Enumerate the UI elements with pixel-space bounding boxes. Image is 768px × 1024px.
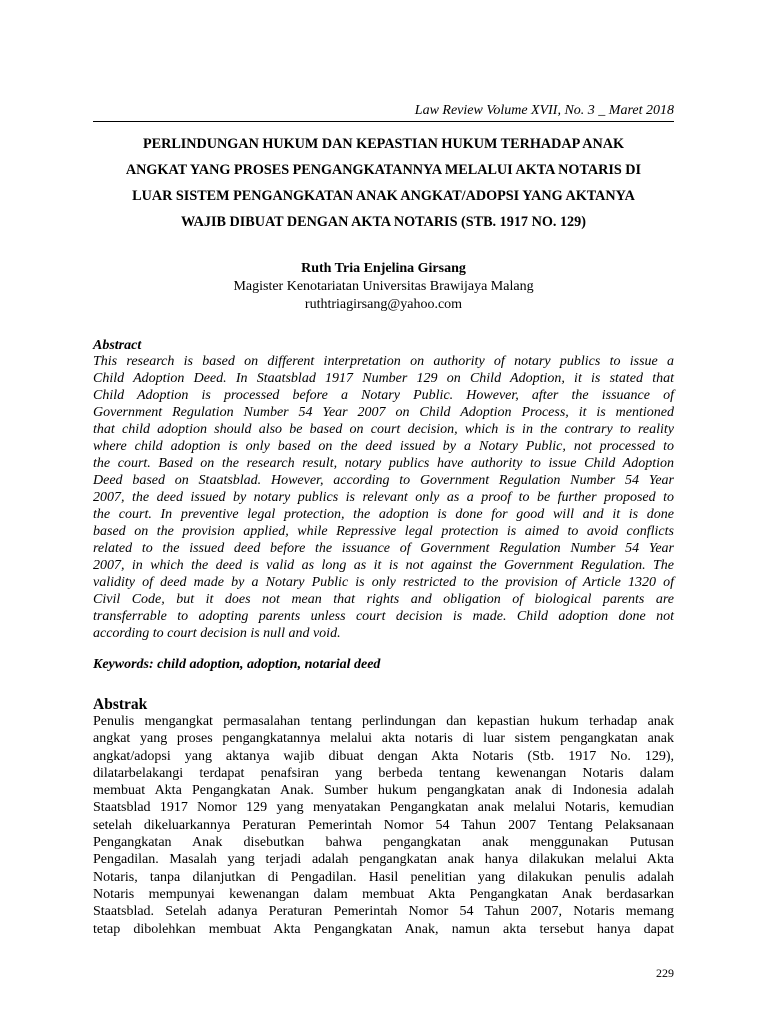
abstract-line: the court. In preventive legal protection, the adoption is done for good will and it is done [93, 507, 674, 522]
abstrak-line: tetap dibolehkan membuat Akta Pengangkatan Anak, namun akta tersebut hanya dapat [93, 921, 674, 937]
abstract-line: where child adoption is only based on the deed issued by a Notary Public, not processed to [93, 439, 674, 454]
abstract-line: 2007, the deed issued by notary publics is relevant only as a proof to be further proposed to [93, 490, 674, 505]
author-email[interactable]: ruthtriagirsang@yahoo.com [304, 297, 463, 312]
page-number: 229 [656, 966, 674, 980]
abstract-line: the court. Based on the research result, notary publics have authority to issue Child Adoption [93, 456, 674, 471]
title-line: ANGKAT YANG PROSES PENGANGKATANNYA MELALUI AKTA NOTARIS DI [125, 162, 642, 178]
title-line: LUAR SISTEM PENGANGKATAN ANAK ANGKAT/ADOPSI YANG AKTANYA [132, 188, 635, 204]
abstrak-line: setelah dikeluarkannya Peraturan Pemerintah Nomor 54 Tahun 2007 Tentang Pelaksanaan [93, 817, 674, 833]
author-affiliation: Magister Kenotariatan Universitas Brawijaya Malang [233, 279, 534, 294]
abstract-line: Child Adoption Deed. In Staatsblad 1917 Number 129 on Child Adoption, it is stated that [93, 371, 674, 386]
title-line: PERLINDUNGAN HUKUM DAN KEPASTIAN HUKUM TERHADAP ANAK [142, 136, 625, 152]
paper-title [93, 131, 674, 235]
running-header: Law Review Volume XVII, No. 3 _ Maret 2018 [414, 103, 674, 118]
author-block [93, 260, 674, 314]
abstrak-line: angkat yang proses pengangkatannya melalui akta notaris di luar sistem pengangkatan anak [93, 731, 674, 747]
keywords: Keywords: child adoption, adoption, notarial deed [93, 657, 381, 672]
abstract-line: according to court decision is null and void. [93, 626, 341, 641]
abstract-line: Deed based on Staatsblad. However, according to Government Regulation Number 54 Year [93, 473, 674, 488]
abstract-line: related to the issued deed before the issuance of Government Regulation Number 54 Year [93, 541, 674, 556]
abstract-line: Government Regulation Number 54 Year 2007 on Child Adoption Process, it is mentioned [93, 405, 674, 420]
abstrak-heading: Abstrak [93, 696, 148, 713]
abstract-line: Child Adoption is processed before a Notary Public. However, after the issuance of [93, 388, 674, 403]
abstract-line: This research is based on different interpretation on authority of notary publics to issue a [93, 354, 674, 369]
abstract-heading: Abstract [93, 338, 142, 353]
abstrak-line: Staatsblad 1917 Nomor 129 yang menyatakan Pengangkatan anak melalui Notaris, kemudian [93, 800, 674, 816]
title-line: WAJIB DIBUAT DENGAN AKTA NOTARIS (STB. 1917 NO. 129) [181, 214, 586, 230]
abstrak-line: Staatsblad. Setelah adanya Peraturan Pemerintah Nomor 54 Tahun 2007, Notaris memang [93, 904, 674, 920]
abstrak-line: Notaris mempunyai kewenangan dalam membuat Akta Pengangkatan Anak berdasarkan [93, 886, 674, 902]
abstract-line: 2007, in which the deed is valid as long as it is not against the Government Regulation. The [93, 558, 674, 573]
abstrak-line: Pengadilan. Masalah yang terjadi adalah pengangkatan anak hanya dilakukan melalui Akta [93, 852, 674, 868]
header-divider [93, 121, 674, 122]
abstrak-line: dilatarbelakangi terdapat penafsiran yang berbeda tentang kewenangan Notaris dalam [93, 765, 674, 781]
author-name: Ruth Tria Enjelina Girsang [301, 261, 466, 276]
abstrak-line: Penulis mengangkat permasalahan tentang perlindungan dan kepastian hukum terhadap anak [93, 714, 674, 729]
abstract-line: based on the provision applied, while Repressive legal protection is aimed to avoid conflicts [93, 524, 674, 539]
abstract-body [93, 353, 674, 642]
abstrak-line: angkat/adopsi yang aktanya wajib dibuat dengan Akta Notaris (Stb. 1917 No. 129), [93, 748, 674, 764]
abstract-line: that child adoption should also be based on court decision, which is in the contrary to reality [93, 422, 674, 437]
abstract-line: transferrable to adopting parents unless court decision is made. Child adoption done not [93, 609, 674, 624]
abstrak-line: Notaris, tanpa dilanjutkan di Pengadilan. Hasil penelitian yang dilakukan penulis adalah [93, 869, 674, 885]
abstrak-body [93, 713, 674, 938]
abstract-line: validity of deed made by a Notary Public is only restricted to the provision of Article 1320 of [93, 575, 674, 590]
abstract-line: Civil Code, but it does not mean that rights and obligation of biological parents are [93, 592, 674, 607]
abstrak-line: membuat Akta Pengangkatan Anak. Sumber hukum pengangkatan anak di Indonesia adalah [93, 783, 674, 799]
abstrak-line: Pengangkatan Anak disebutkan bahwa pengangkatan anak menggunakan Putusan [93, 835, 674, 851]
